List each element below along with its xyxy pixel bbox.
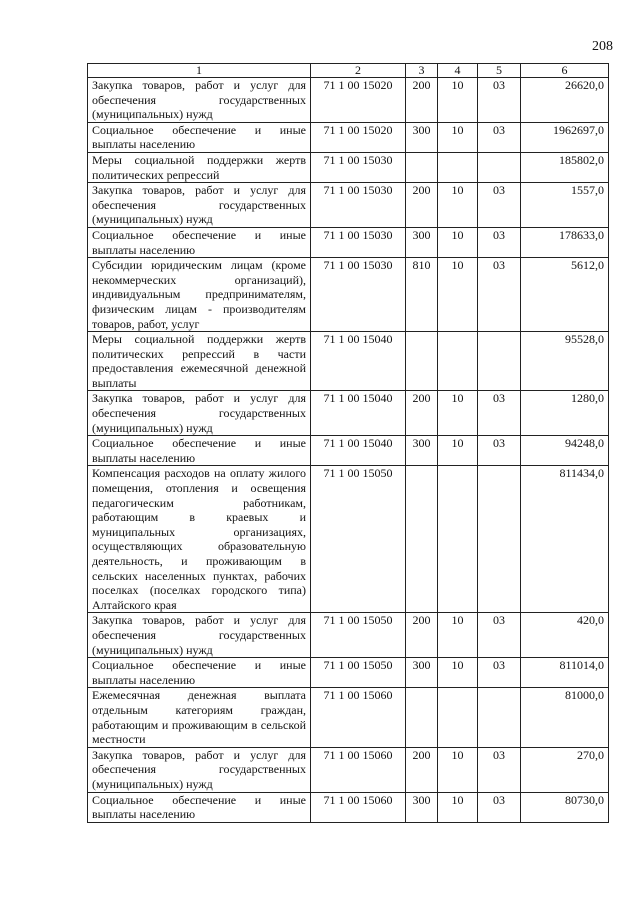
row-target-code: 71 1 00 15020 xyxy=(311,122,406,152)
row-expense-type: 300 xyxy=(406,792,438,822)
row-amount: 94248,0 xyxy=(521,436,609,466)
row-expense-type: 300 xyxy=(406,227,438,257)
row-target-code: 71 1 00 15050 xyxy=(311,466,406,613)
row-section: 10 xyxy=(438,183,478,228)
row-amount: 178633,0 xyxy=(521,227,609,257)
row-section: 10 xyxy=(438,391,478,436)
row-description: Закупка товаров, работ и услуг для обеспечения государственных (муниципальных) нужд xyxy=(88,613,311,658)
row-amount: 1280,0 xyxy=(521,391,609,436)
row-amount: 95528,0 xyxy=(521,332,609,391)
table-row xyxy=(88,436,609,466)
row-description: Компенсация расходов на оплату жилого помещения, отопления и освещения педагогическим работникам, работающим в краевых и муниципальных организациях, осуществляющих образовательную деятельность, и проживающим в сельских населенных пунктах, рабочих поселках (поселках городского типа) Алтайского края xyxy=(88,466,311,613)
row-target-code: 71 1 00 15040 xyxy=(311,391,406,436)
table-row xyxy=(88,792,609,822)
row-description: Ежемесячная денежная выплата отдельным категориям граждан, работающим и проживающим в сельской местности xyxy=(88,688,311,747)
row-description: Меры социальной поддержки жертв политических репрессий xyxy=(88,152,311,182)
header-col-4: 4 xyxy=(438,64,478,78)
header-col-6: 6 xyxy=(521,64,609,78)
row-target-code: 71 1 00 15030 xyxy=(311,227,406,257)
row-description: Закупка товаров, работ и услуг для обеспечения государственных (муниципальных) нужд xyxy=(88,183,311,228)
table-row xyxy=(88,747,609,792)
table-row xyxy=(88,391,609,436)
header-row xyxy=(88,64,609,78)
header-col-1: 1 xyxy=(88,64,311,78)
row-description: Закупка товаров, работ и услуг для обеспечения государственных (муниципальных) нужд xyxy=(88,391,311,436)
table-row xyxy=(88,258,609,332)
row-expense-type: 200 xyxy=(406,183,438,228)
row-amount: 185802,0 xyxy=(521,152,609,182)
row-section: 10 xyxy=(438,122,478,152)
row-section: 10 xyxy=(438,78,478,123)
row-section: 10 xyxy=(438,613,478,658)
row-target-code: 71 1 00 15020 xyxy=(311,78,406,123)
row-amount: 26620,0 xyxy=(521,78,609,123)
row-expense-type: 200 xyxy=(406,747,438,792)
row-subsection xyxy=(478,688,521,747)
row-description: Закупка товаров, работ и услуг для обеспечения государственных (муниципальных) нужд xyxy=(88,747,311,792)
row-subsection xyxy=(478,332,521,391)
row-target-code: 71 1 00 15060 xyxy=(311,747,406,792)
row-target-code: 71 1 00 15060 xyxy=(311,792,406,822)
row-subsection: 03 xyxy=(478,613,521,658)
row-subsection: 03 xyxy=(478,658,521,688)
row-expense-type: 200 xyxy=(406,78,438,123)
row-target-code: 71 1 00 15030 xyxy=(311,152,406,182)
table-row xyxy=(88,122,609,152)
row-target-code: 71 1 00 15050 xyxy=(311,658,406,688)
row-section: 10 xyxy=(438,227,478,257)
row-expense-type xyxy=(406,688,438,747)
row-section: 10 xyxy=(438,792,478,822)
row-target-code: 71 1 00 15050 xyxy=(311,613,406,658)
table-row xyxy=(88,152,609,182)
row-subsection xyxy=(478,152,521,182)
row-description: Социальное обеспечение и иные выплаты населению xyxy=(88,436,311,466)
budget-table xyxy=(87,63,609,823)
row-section: 10 xyxy=(438,436,478,466)
row-target-code: 71 1 00 15040 xyxy=(311,436,406,466)
row-subsection xyxy=(478,466,521,613)
row-subsection: 03 xyxy=(478,436,521,466)
table-row xyxy=(88,613,609,658)
row-amount: 811434,0 xyxy=(521,466,609,613)
row-subsection: 03 xyxy=(478,747,521,792)
row-section: 10 xyxy=(438,747,478,792)
row-amount: 1557,0 xyxy=(521,183,609,228)
row-subsection: 03 xyxy=(478,391,521,436)
row-target-code: 71 1 00 15030 xyxy=(311,183,406,228)
header-col-3: 3 xyxy=(406,64,438,78)
row-amount: 81000,0 xyxy=(521,688,609,747)
table-row xyxy=(88,332,609,391)
row-section xyxy=(438,466,478,613)
table-row xyxy=(88,688,609,747)
table-row xyxy=(88,466,609,613)
row-expense-type: 810 xyxy=(406,258,438,332)
header-col-2: 2 xyxy=(311,64,406,78)
row-description: Меры социальной поддержки жертв политических репрессий в части предоставления ежемесячной денежной выплаты xyxy=(88,332,311,391)
row-expense-type: 300 xyxy=(406,658,438,688)
row-amount: 420,0 xyxy=(521,613,609,658)
row-section xyxy=(438,332,478,391)
row-description: Закупка товаров, работ и услуг для обеспечения государственных (муниципальных) нужд xyxy=(88,78,311,123)
row-section: 10 xyxy=(438,658,478,688)
row-amount: 80730,0 xyxy=(521,792,609,822)
row-target-code: 71 1 00 15030 xyxy=(311,258,406,332)
table-row xyxy=(88,227,609,257)
row-expense-type xyxy=(406,332,438,391)
row-target-code: 71 1 00 15060 xyxy=(311,688,406,747)
row-subsection: 03 xyxy=(478,258,521,332)
header-col-5: 5 xyxy=(478,64,521,78)
row-section: 10 xyxy=(438,258,478,332)
row-description: Социальное обеспечение и иные выплаты населению xyxy=(88,122,311,152)
row-section xyxy=(438,152,478,182)
row-description: Социальное обеспечение и иные выплаты населению xyxy=(88,792,311,822)
table-row xyxy=(88,658,609,688)
table-row xyxy=(88,183,609,228)
row-expense-type: 300 xyxy=(406,436,438,466)
row-expense-type: 200 xyxy=(406,613,438,658)
row-subsection: 03 xyxy=(478,792,521,822)
row-amount: 270,0 xyxy=(521,747,609,792)
row-expense-type: 200 xyxy=(406,391,438,436)
row-description: Социальное обеспечение и иные выплаты населению xyxy=(88,658,311,688)
row-expense-type xyxy=(406,466,438,613)
row-description: Субсидии юридическим лицам (кроме некоммерческих организаций), индивидуальным предпринимателям, физическим лицам - производителям товаров, работ, услуг xyxy=(88,258,311,332)
row-amount: 811014,0 xyxy=(521,658,609,688)
row-amount: 1962697,0 xyxy=(521,122,609,152)
row-target-code: 71 1 00 15040 xyxy=(311,332,406,391)
page-number: 208 xyxy=(592,39,613,54)
table-row xyxy=(88,78,609,123)
row-subsection: 03 xyxy=(478,78,521,123)
row-subsection: 03 xyxy=(478,183,521,228)
row-expense-type: 300 xyxy=(406,122,438,152)
row-subsection: 03 xyxy=(478,122,521,152)
row-section xyxy=(438,688,478,747)
row-expense-type xyxy=(406,152,438,182)
row-description: Социальное обеспечение и иные выплаты населению xyxy=(88,227,311,257)
row-amount: 5612,0 xyxy=(521,258,609,332)
row-subsection: 03 xyxy=(478,227,521,257)
